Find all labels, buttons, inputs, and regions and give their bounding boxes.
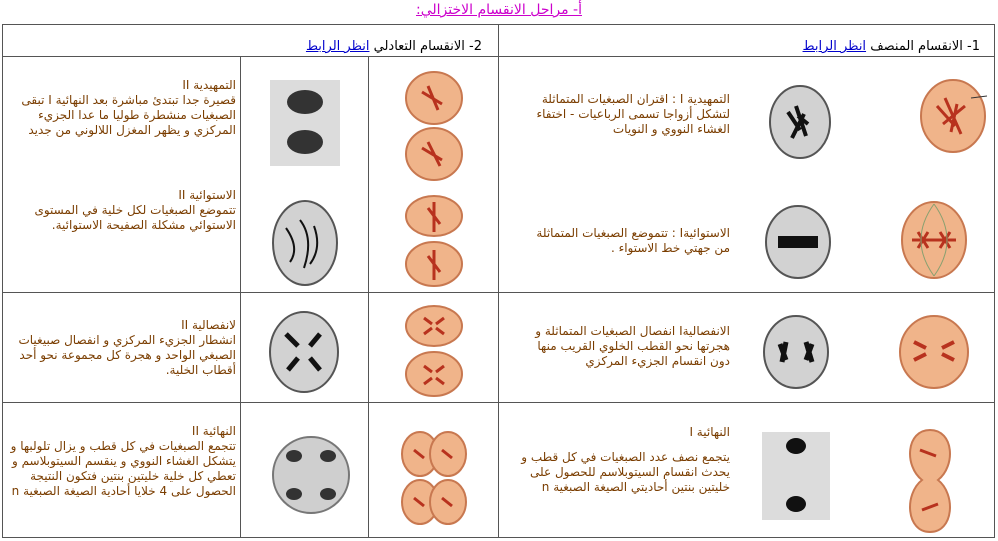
metaphase-1-photo <box>764 204 832 280</box>
telophase-1-body: يتجمع نصف عدد الصبغيات في كل قطب و يحدث انقسام السيتوبلاسم للحصول على خليتين بنتين أحاديتي الصيغة الصبغية n <box>521 450 730 494</box>
telophase-2-body: تتجمع الصبغيات في كل قطب و يزال تلولبها و يتشكل الغشاء النووي و ينقسم السيتوبلاسم و تعطي كل خلية خليتين بنتين فتكون النتيجة الحصول على 4 خلايا أحادية الصيغة الصبغية n <box>10 439 236 498</box>
anaphase-2-drawing <box>402 304 466 398</box>
table-row-line-3 <box>2 402 995 403</box>
header-meiosis-2-label: 2- الانقسام التعادلي <box>373 39 482 54</box>
metaphase-2-drawing <box>402 194 466 288</box>
table-row-line-2 <box>2 292 995 293</box>
prophase-1-drawing <box>915 76 995 156</box>
prophase-2-drawing <box>402 70 466 182</box>
header-meiosis-2 <box>306 39 482 54</box>
page-title: أ- مراحل الانقسام الاختزالي: <box>416 2 582 18</box>
metaphase-1-text: الاستوائيةI : تتموضع الصبغيات المتماثلة من جهتي خط الاستواء . <box>536 226 730 255</box>
header-meiosis-1 <box>803 39 980 54</box>
metaphase-2-text <box>4 188 236 233</box>
prophase-2-title: التمهيدية II <box>182 78 236 92</box>
telophase-1-photo <box>762 432 830 520</box>
anaphase-1-photo <box>762 314 830 390</box>
anaphase-2-photo <box>268 310 340 394</box>
header-meiosis-1-label: 1- الانقسام المنصف <box>870 39 980 54</box>
meiosis-1-link[interactable]: انظر الرابط <box>802 39 867 54</box>
anaphase-1-drawing <box>896 312 972 392</box>
telophase-1-text <box>520 425 730 495</box>
anaphase-2-text <box>4 318 236 378</box>
anaphase-1-text: الانفصاليةI انفصال الصبغيات المتماثلة و هجرتها نحو القطب الخلوي القريب منها دون انقسام الجزيء المركزي <box>535 324 730 368</box>
table-divider-middle <box>498 24 499 538</box>
telophase-1-drawing <box>900 426 960 536</box>
table-divider-left-2 <box>368 56 369 538</box>
prophase-1-photo <box>768 84 832 160</box>
telophase-2-text <box>4 424 236 499</box>
telophase-2-title: النهائية II <box>191 424 236 438</box>
table-header-line <box>2 56 995 57</box>
anaphase-2-title: لانفصالية II <box>181 318 236 332</box>
metaphase-2-body: تتموضع الصبغيات لكل خلية في المستوى الاستوائي مشكلة الصفيحة الاستوائية. <box>34 203 236 232</box>
metaphase-2-title: الاستوائية II <box>178 188 236 202</box>
telophase-2-photo <box>270 434 352 516</box>
prophase-2-body: قصيرة جدا تبتدئ مباشرة بعد النهائية I تبقى الصبغيات منشطرة طوليا ما عدا الجزيء المركزي و يظهر المغزل اللالوني من جديد <box>21 93 236 137</box>
prophase-2-photo <box>270 80 340 166</box>
telophase-1-title: النهائية I <box>689 425 730 439</box>
metaphase-1-drawing <box>898 198 970 282</box>
metaphase-2-photo <box>270 198 340 288</box>
prophase-2-text <box>4 78 236 138</box>
telophase-2-drawing <box>400 428 468 528</box>
anaphase-2-body: انشطار الجزيء المركزي و انفصال صبيغيات الصبغي الواحد و هجرة كل مجموعة نحو أحد أقطاب الخلية. <box>18 333 236 377</box>
table-divider-left <box>240 56 241 538</box>
meiosis-2-link[interactable]: انظر الرابط <box>305 39 370 54</box>
prophase-1-text: التمهيدية I : اقتران الصبغيات المتماثلة لتشكل أزواجا تسمى الرباعيات - اختفاء الغشاء النووي و النويات <box>536 92 730 136</box>
